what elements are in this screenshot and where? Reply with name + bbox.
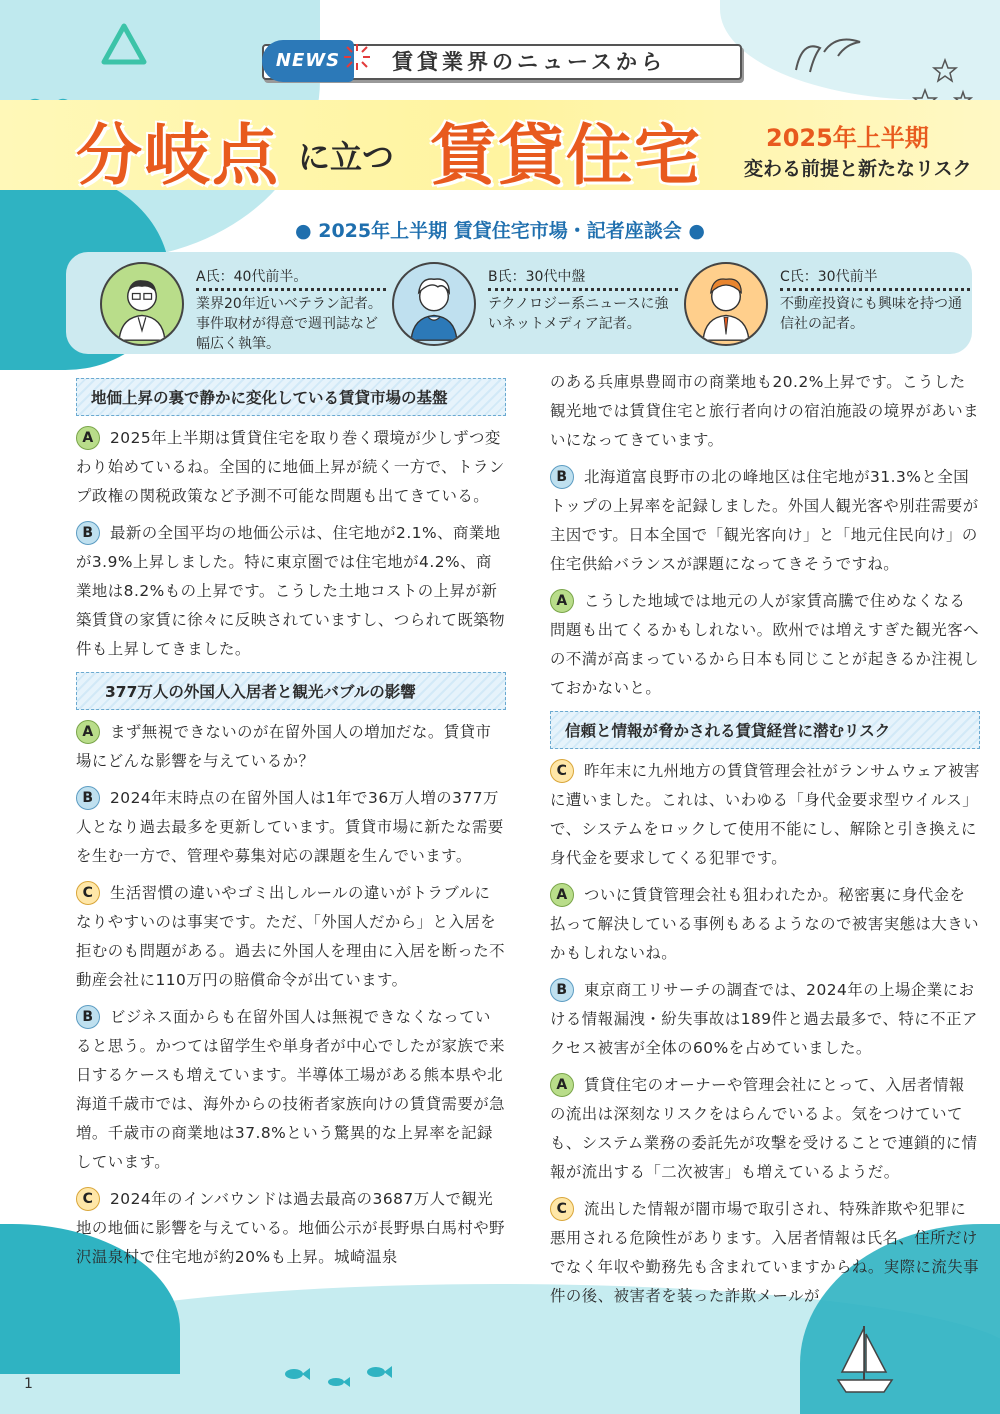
participant-description: 不動産投資にも興味を持つ通信社の記者。 — [780, 296, 962, 332]
dialogue-paragraph — [550, 757, 980, 873]
dialogue-paragraph — [76, 1003, 506, 1177]
right-column — [550, 368, 980, 1319]
speaker-badge: A — [76, 720, 100, 744]
dialogue-text: 賃貸住宅のオーナーや管理会社にとって、入居者情報の流出は深刻なリスクをはらんでいるよ。気をつけていても、システム業務の委託先が攻撃を受けることで連鎖的に情報が流出する「二次被害」も増えているようだ。 — [550, 1076, 978, 1181]
dialogue-paragraph — [550, 368, 980, 455]
dialogue-text: まず無視できないのが在留外国人の増加だな。賃貸市場にどんな影響を与えているか？ — [76, 723, 492, 770]
speaker-badge: C — [550, 1197, 574, 1221]
speaker-badge: A — [550, 589, 574, 613]
divider — [196, 288, 386, 291]
page-title-connector: に立つ — [298, 138, 395, 176]
dialogue-text: 2024年のインバウンドは過去最高の3687万人で観光地の地価に影響を与えている。地価公示が長野県白馬村や野沢温泉村で住宅地が約20%も上昇。城崎温泉 — [76, 1190, 506, 1266]
dialogue-paragraph — [550, 976, 980, 1063]
dialogue-paragraph — [76, 519, 506, 664]
dialogue-text: ついに賃貸管理会社も狙われたか。秘密裏に身代金を払って解決している事例もあるようなので被害実態は大きいかもしれないね。 — [550, 886, 980, 962]
speaker-badge: B — [550, 978, 574, 1002]
speaker-badge: C — [76, 1187, 100, 1211]
news-label: 賃貸業界のニュースから — [392, 50, 666, 74]
participant-name: B氏：30代中盤 — [488, 269, 586, 285]
dialogue-text: 生活習慣の違いやゴミ出しルールの違いがトラブルになりやすいのは事実です。ただ、「外国人だから」と入居を拒むのも問題がある。過去に外国人を理由に入居を断った不動産会社に110万円の賠償命令が出ています。 — [76, 884, 506, 989]
person-avatar-icon — [392, 262, 476, 346]
bird-icon — [790, 30, 870, 80]
subheading-text: 地価上昇の裏で静かに変化している賃貸市場の基盤 — [91, 389, 448, 407]
dialogue-paragraph — [550, 881, 980, 968]
subheading — [76, 672, 506, 710]
dialogue-text: ビジネス面からも在留外国人は無視できなくなっていると思う。かつては留学生や単身者が中心でしたが家族で来日するケースも増えています。半導体工場がある熊本県や北海道千歳市では、海外からの技術者家族向けの賃貸需要が急増。千歳市の商業地は37.8%という驚異的な上昇率を記録しています。 — [76, 1008, 506, 1171]
subtitle-text: 変わる前提と新たなリスク — [744, 158, 972, 180]
participant-description: テクノロジー系ニュースに強いネットメディア記者。 — [488, 296, 669, 332]
subheading — [76, 378, 506, 416]
dialogue-paragraph — [76, 718, 506, 776]
dialogue-paragraph — [76, 879, 506, 995]
triangle-icon — [98, 22, 150, 68]
subheading-text: 信頼と情報が脅かされる賃貸経営に潜むリスク — [565, 722, 891, 740]
dialogue-text: 2024年末時点の在留外国人は1年で36万人増の377万人となり過去最多を更新しています。賃貸市場に新たな需要を生む一方で、管理や募集対応の課題を生んでいます。 — [76, 789, 504, 865]
dialogue-text: 東京商工リサーチの調査では、2024年の上場企業における情報漏洩・紛失事故は189件と過去最多で、特に不正アクセス被害が全体の60%を占めていました。 — [550, 981, 978, 1057]
sailboat-icon — [830, 1320, 900, 1400]
subheading — [550, 711, 980, 749]
dialogue-text: こうした地域では地元の人が家賃高騰で住めなくなる問題も出てくるかもしれない。欧州では増えすぎた観光客への不満が高まっているから日本も同じことが起きるか注視しておかないと。 — [550, 592, 980, 697]
participant-name: C氏：30代前半 — [780, 269, 878, 285]
page-number: 1 — [24, 1376, 33, 1392]
dialogue-text: のある兵庫県豊岡市の商業地も20.2%上昇です。こうした観光地では賃貸住宅と旅行者向けの宿泊施設の境界があいまいになってきています。 — [550, 373, 980, 449]
speaker-badge: B — [76, 786, 100, 810]
page-title-part1: 分岐点 — [76, 117, 280, 194]
dialogue-paragraph — [76, 1185, 506, 1272]
participant-description: 業界20年近いベテラン記者。事件取材が得意で週刊誌など幅広く執筆。 — [196, 296, 382, 352]
dialogue-paragraph — [550, 587, 980, 703]
person-avatar-icon — [684, 262, 768, 346]
subheading-text: 377万人の外国人入居者と観光バブルの影響 — [105, 683, 416, 701]
fish-icon — [280, 1362, 400, 1392]
speaker-badge: C — [550, 759, 574, 783]
dialogue-text: 昨年末に九州地方の賃貸管理会社がランサムウェア被害に遭いました。これは、いわゆる「身代金要求型ウイルス」で、システムをロックして使用不能にし、解除と引き換えに身代金を要求してくる犯罪です。 — [550, 762, 980, 867]
participant-name: A氏：40代前半。 — [196, 269, 308, 285]
left-column — [76, 372, 506, 1280]
dialogue-paragraph — [76, 424, 506, 511]
speaker-badge: B — [76, 1005, 100, 1029]
dialogue-text: 流出した情報が闇市場で取引され、特殊詐欺や犯罪に悪用される危険性があります。入居者情報は氏名、住所だけでなく年収や勤務先も含まれていますからね。実際に流失事件の後、被害者を装った詐欺メールが — [550, 1200, 980, 1305]
dialogue-text: 2025年上半期は賃貸住宅を取り巻く環境が少しずつ変わり始めているね。全国的に地価上昇が続く一方で、トランプ政権の関税政策など予測不可能な問題も出てきている。 — [76, 429, 505, 505]
dialogue-text: 北海道富良野市の北の峰地区は住宅地が31.3%と全国トップの上昇率を記録しました。外国人観光客や別荘需要が主因です。日本全国で「観光客向け」と「地元住民向け」の住宅供給バランスが課題になってきそうですね。 — [550, 468, 979, 573]
speaker-badge: A — [550, 883, 574, 907]
burst-icon — [342, 42, 372, 72]
divider — [488, 288, 678, 291]
dialogue-paragraph — [550, 1071, 980, 1187]
speaker-badge: A — [550, 1073, 574, 1097]
subtitle-year: 2025年上半期 — [766, 124, 929, 152]
dialogue-paragraph — [76, 784, 506, 871]
news-badge: NEWS — [262, 40, 354, 82]
divider — [780, 288, 970, 291]
section-title: ● 2025年上半期 賃貸住宅市場・記者座談会 ● — [295, 220, 705, 242]
speaker-badge: B — [76, 521, 100, 545]
speaker-badge: B — [550, 465, 574, 489]
speaker-badge: A — [76, 426, 100, 450]
dialogue-paragraph — [550, 1195, 980, 1311]
page-title-part2: 賃貸住宅 — [430, 117, 702, 194]
dialogue-text: 最新の全国平均の地価公示は、住宅地が2.1%、商業地が3.9%上昇しました。特に東京圏では住宅地が4.2%、商業地は8.2%もの上昇です。こうした土地コストの上昇が新築賃貸の家賃に徐々に反映されていますし、つられて既築物件も上昇してきました。 — [76, 524, 506, 658]
person-avatar-icon — [100, 262, 184, 346]
dialogue-paragraph — [550, 463, 980, 579]
speaker-badge: C — [76, 881, 100, 905]
